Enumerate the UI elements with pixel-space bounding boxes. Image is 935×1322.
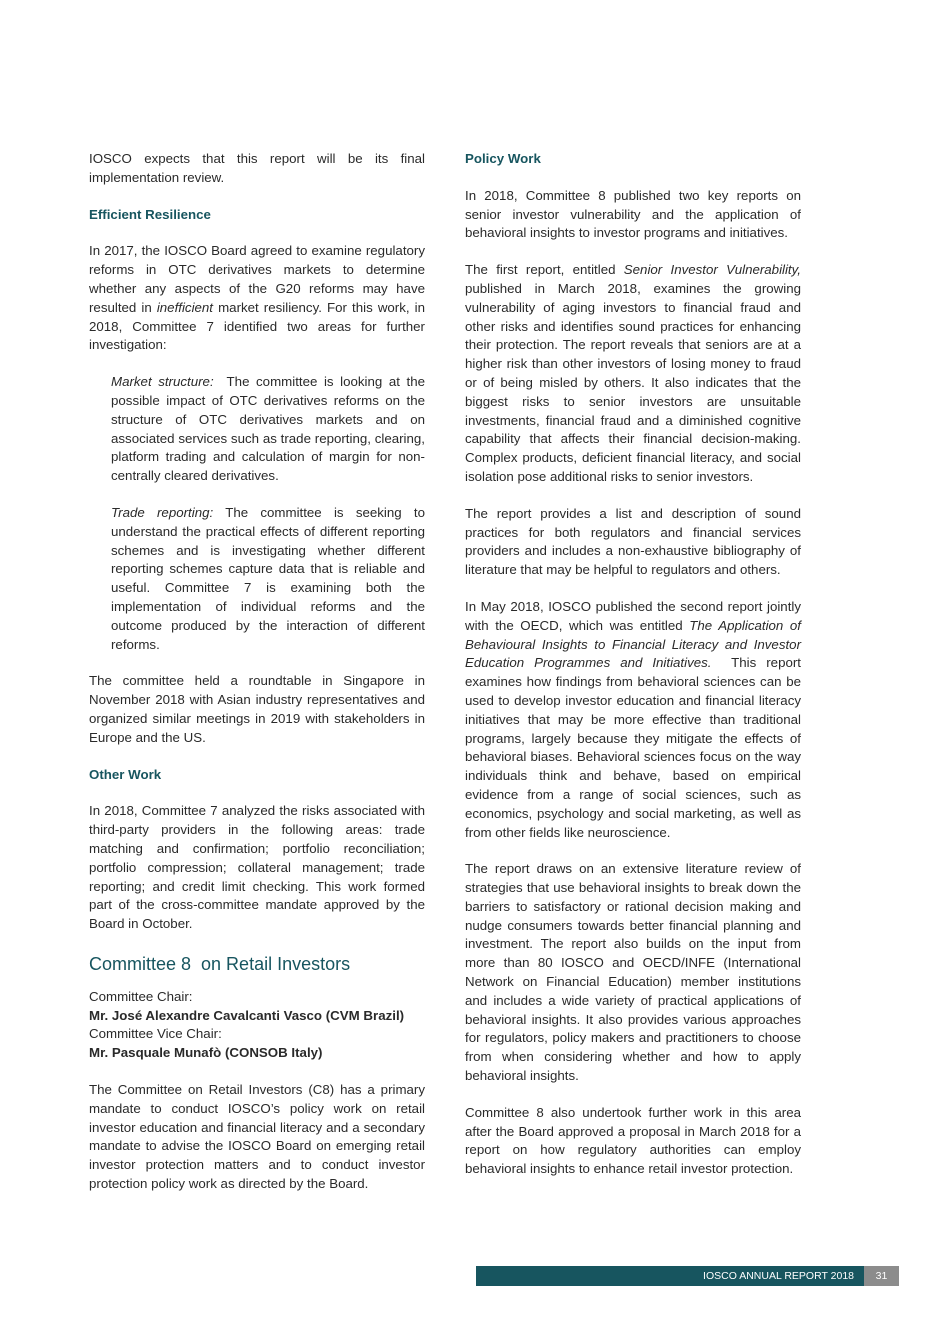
further-work-paragraph: Committee 8 also undertook further work in this area after the Board approved a proposal in March 2018 for a report on how regulatory authorities can employ behavioral insights to enhance retail investor protection. <box>465 1104 801 1177</box>
efficient-resilience-heading: Efficient Resilience <box>89 206 211 222</box>
vice-chair-name: Mr. Pasquale Munafò (CONSOB Italy) <box>89 1045 323 1061</box>
chair-label: Committee Chair: <box>89 988 193 1004</box>
footer-report-title: IOSCO ANNUAL REPORT 2018 <box>476 1266 864 1286</box>
roundtable-paragraph: The committee held a roundtable in Singapore in November 2018 with Asian industry representatives and organized similar meetings in 2019 with stakeholders in Europe and the US. <box>89 673 425 745</box>
other-work-heading: Other Work <box>89 766 162 782</box>
other-work-paragraph: In 2018, Committee 7 analyzed the risks associated with third-party providers in the following areas: trade matching and confirmation; portfolio reconciliation; portfolio compression; collateral management; trade reporting; and credit limit checking. This work formed part of the cross-committee mandate approved by the Board in October. <box>89 803 425 932</box>
literature-review-paragraph: The report draws on an extensive literature review of strategies that use behavioral insights to break down the barriers to satisfactory or rational decision making and nudge consumers towards better financial planning and investment. The report also builds on the input from more than 80 IOSCO and OECD/INFE (International Network on Financial Education) member institutions and includes a wide variety of practical applications of behavioral insights. It also provides various approaches for regulators, policy makers and practitioners to choose from when considering whether and how to apply behavioral insights. <box>465 861 801 1084</box>
c8-mandate-paragraph: The Committee on Retail Investors (C8) has a primary mandate to conduct IOSCO’s policy work on retail investor education and financial literacy and a secondary mandate to advise the IOSCO Board on emerging retail investor protection matters and to conduct investor protection policy work as directed by the Board. <box>89 1082 425 1192</box>
trade-reporting-item: Trade reporting: The committee is seeking to understand the practical effects of different reporting schemes and is investigating whether different reporting schemes capture data that is reliable and useful. Committee 7 is examining both the implementation of individual reforms and the outcome produced by the interaction of different reforms. <box>111 504 425 652</box>
left-column <box>89 150 429 1212</box>
intro-paragraph: IOSCO expects that this report will be its final implementation review. <box>89 151 425 185</box>
second-report-paragraph: In May 2018, IOSCO published the second report jointly with the OECD, which was entitled The Application of Behavioural Insights to Financial Literacy and Investor Education Programmes and Initiatives. This report examines how findings from behavioral sciences can be used to develop investor education and financial literacy initiatives that may be more effective than traditional programs, largely because they mitigate the effects of behavioral biases. Behavioral sciences focus on the way individuals think and behave, based on empirical evidence from a range of social sciences, such as economics, psychology and social marketing, as well as from other fields like neuroscience. <box>465 598 805 840</box>
efficient-resilience-paragraph: In 2017, the IOSCO Board agreed to examine regulatory reforms in OTC derivatives markets to determine whether any aspects of the G20 reforms may have resulted in inefficient market resiliency. For this work, in 2018, Committee 7 identified two areas for further investigation: <box>89 243 426 353</box>
market-structure-item: Market structure: The committee is looking at the possible impact of OTC derivatives reforms on the structure of OTC derivatives markets and on associated services such as trade reporting, clearing, platform trading and calculation of margin for non-centrally cleared derivatives. <box>111 374 429 484</box>
market-structure-label: Market structure: <box>111 374 214 390</box>
vice-chair-label: Committee Vice Chair: <box>89 1026 222 1042</box>
trade-reporting-label: Trade reporting: <box>111 504 214 520</box>
sound-practices-paragraph: The report provides a list and description of sound practices for both regulators and financial services providers and includes a non-exhaustive bibliography of literature that may be helpful to regulators and others. <box>465 505 801 578</box>
policy-work-heading: Policy Work <box>465 151 541 166</box>
policy-work-paragraph: In 2018, Committee 8 published two key reports on senior investor vulnerability and the application of behavioral insights to investor programs and initiatives. <box>465 187 801 241</box>
first-report-paragraph: The first report, entitled Senior Investor Vulnerability, published in March 2018, examines the growing vulnerability of aging investors to financial fraud and other risks and identifies sound practices for enhancing their protection. The report reveals that seniors are at a higher risk than other investors of losing money to fraud or of being misled by others. It also indicates that the biggest risks to senior investors are unsuitable investments, financial fraud and a diminished cognitive capability that affects their financial decision-making. Complex products, deficient financial literacy, and social isolation pose additional risks to senior investors. <box>465 262 801 484</box>
chair-name: Mr. José Alexandre Cavalcanti Vasco (CVM Brazil) <box>89 1007 405 1023</box>
committee-8-title: Committee 8 on Retail Investors <box>89 953 351 974</box>
committee-officers <box>89 988 425 1063</box>
page-number: 31 <box>864 1266 899 1286</box>
right-column <box>465 150 805 1197</box>
